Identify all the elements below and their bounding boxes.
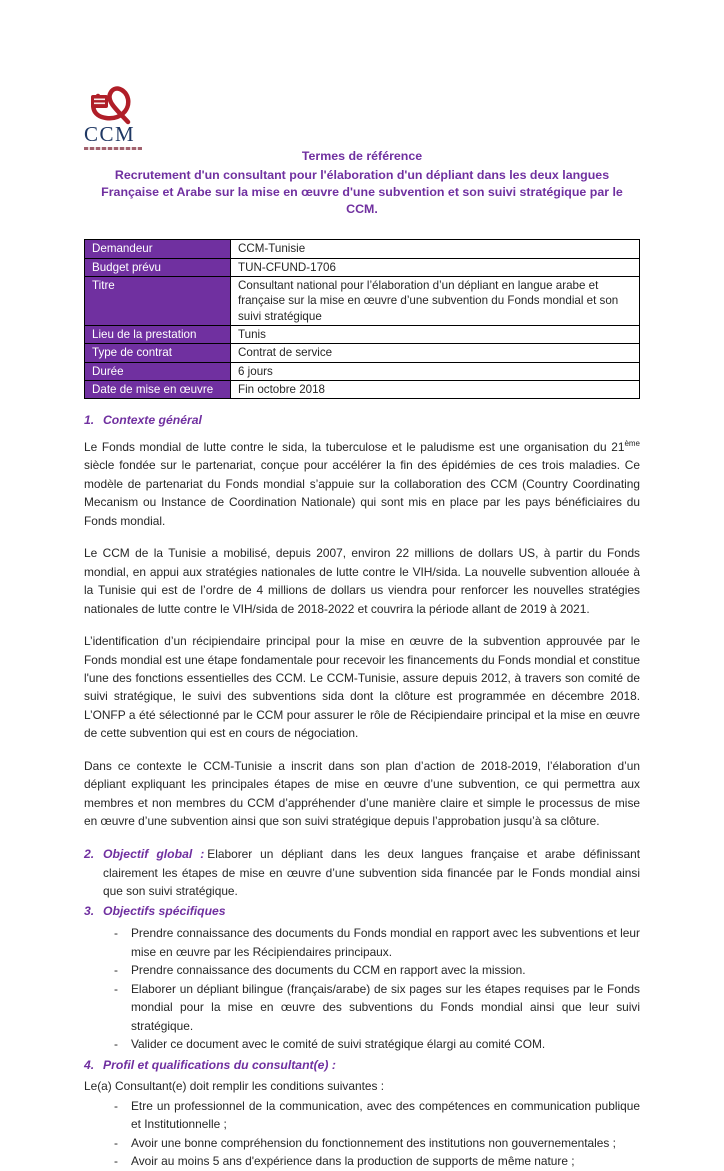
- logo-badge: [91, 95, 108, 108]
- section-heading: [84, 411, 640, 430]
- bullet-item: [84, 924, 640, 961]
- section-number: 2.: [84, 846, 95, 861]
- table-row: [85, 344, 640, 362]
- table-row: [85, 362, 640, 380]
- table-row-value: TUN-CFUND-1706: [231, 258, 640, 276]
- table-row-value: CCM-Tunisie: [231, 240, 640, 258]
- bullet-item: [84, 1035, 640, 1053]
- bullet-dash: -: [114, 1154, 118, 1169]
- table-row-value: Fin octobre 2018: [231, 380, 640, 398]
- bullet-dash: -: [114, 963, 118, 978]
- bullet-item: [84, 961, 640, 979]
- logo-caption: [84, 147, 142, 150]
- table-row: [85, 258, 640, 276]
- bullet-text: Etre un professionnel de la communication, avec des compétences en communication publique et Institutionnelle ;: [131, 1098, 640, 1132]
- table-row-label: Date de mise en œuvre: [85, 380, 231, 398]
- table-row-value: 6 jours: [231, 362, 640, 380]
- section-number: 3.: [84, 904, 95, 919]
- paragraph: L’identification d’un récipiendaire principal pour la mise en œuvre de la subvention approuvée par le Fonds mondial est une étape fondamentale pour recevoir les financements du Fonds mondial et constitue l'une des fonctions essentielles des CCM. Le CCM-Tunisie, assure depuis 2012, à travers son comité de suivi stratégique, le suivi des subventions sida dont la clôture est programmée en décembre 2018. L’ONFP a été sélectionné par le CCM pour assurer le rôle de Récipiendaire principal et la mise en œuvre de cette subvention qui est en cours de négociation.: [84, 634, 640, 741]
- section-heading-label: Profil et qualifications du consultant(e) :: [103, 1057, 336, 1072]
- logo-acronym: CCM: [84, 122, 136, 146]
- section-heading: Objectif global :: [103, 846, 205, 861]
- section-intro: Le(a) Consultant(e) doit remplir les conditions suivantes :: [84, 1079, 385, 1094]
- bullet-text: Valider ce document avec le comité de suivi stratégique élargi au comité COM.: [131, 1037, 546, 1052]
- table-row-value: Tunis: [231, 325, 640, 343]
- table-row-label: Titre: [85, 277, 231, 326]
- logo-block: [0, 0, 724, 146]
- bullet-text: Prendre connaissance des documents du Fonds mondial en rapport avec les subventions et leur mise en œuvre par les Récipiendaires principaux.: [131, 926, 640, 959]
- section-heading: [84, 1056, 640, 1075]
- paragraph: Le Fonds mondial de lutte contre le sida, la tuberculose et le paludisme est une organisation du 21ème siècle fondée sur le partenariat, conçue pour accélérer la fin des épidémies de ces trois maladies. Ce modèle de partenariat du Fonds mondial s’appuie sur la collaboration des CCM (Country Coordinating Mecanism ou Instance de Coordination Nationale) qui sont mis en place par les pays bénéficiaires du Fonds mondial.: [84, 439, 640, 528]
- table-row-value: Contrat de service: [231, 344, 640, 362]
- title-block: [84, 148, 640, 218]
- bullet-dash: -: [114, 1037, 118, 1052]
- bullet-text: Prendre connaissance des documents du CCM en rapport avec la mission.: [131, 963, 526, 978]
- document-content: [0, 148, 724, 1171]
- section-number: 1.: [84, 413, 95, 428]
- bullet-dash: -: [114, 981, 118, 996]
- bullet-text: Elaborer un dépliant bilingue (français/arabe) de six pages sur les étapes requises par le Fonds mondial pour la mise en œuvre des subventions du Fonds mondial ainsi que leur suivi stratégique.: [131, 981, 640, 1033]
- bullet-dash: -: [114, 1135, 118, 1150]
- section-heading-label: Contexte général: [103, 413, 202, 428]
- bullet-dash: -: [114, 1098, 118, 1113]
- table-row: [85, 325, 640, 343]
- table-row-label: Type de contrat: [85, 344, 231, 362]
- table-row-label: Budget prévu: [85, 258, 231, 276]
- bullet-dash: -: [114, 926, 118, 941]
- table-row: [85, 240, 640, 258]
- table-row-label: Demandeur: [85, 240, 231, 258]
- section-2-block: [84, 845, 640, 901]
- section-text: Elaborer un dépliant dans les deux langues française et arabe définissant clairement les étapes de mise en œuvre d’une subvention sida financée par le Fonds mondial ainsi que son suivi stratégique.: [103, 846, 641, 898]
- table-row-value: Consultant national pour l’élaboration d’un dépliant en langue arabe et française sur la mise en œuvre d’une subvention du Fonds mondial et son suivi stratégique: [231, 277, 640, 326]
- section-number: 4.: [84, 1057, 95, 1072]
- table-row: [85, 277, 640, 326]
- sections-container: [84, 411, 640, 1171]
- table-row: [85, 380, 640, 398]
- section-heading-label: Objectifs spécifiques: [103, 904, 226, 919]
- document-title: Termes de référence: [301, 149, 423, 163]
- table-row-label: Lieu de la prestation: [85, 325, 231, 343]
- bullet-item: [84, 1152, 640, 1170]
- table-row-label: Durée: [85, 362, 231, 380]
- bullet-item: [84, 980, 640, 1035]
- info-table: [84, 239, 640, 399]
- bullet-item: [84, 1134, 640, 1152]
- section-heading: [84, 902, 640, 921]
- paragraph: Dans ce contexte le CCM-Tunisie a inscrit dans son plan d’action de 2018-2019, l’élaboration d’un dépliant expliquant les principales étapes de mise en œuvre d’une subvention, ce qui permettra aux membres et non membres du CCM d’appréhender d’une manière claire et simple le processus de mise en œuvre d’une subvention ainsi que son suivi stratégique depuis l’approbation jusqu’à sa clôture.: [84, 758, 640, 829]
- bullet-text: Avoir une bonne compréhension du fonctionnement des institutions non gouvernementales ;: [131, 1135, 616, 1150]
- ccm-logo: [84, 82, 148, 150]
- document-subtitle: Recrutement d'un consultant pour l'élaboration d'un dépliant dans les deux langues Française et Arabe sur la mise en œuvre d'une subvention et son suivi stratégique par le CCM.: [101, 168, 623, 217]
- paragraph: Le CCM de la Tunisie a mobilisé, depuis 2007, environ 22 millions de dollars US, à partir du Fonds mondial, en appui aux stratégies nationales de lutte contre le VIH/sida. La nouvelle subvention allouée à la Tunisie qui est de l’ordre de 4 millions de dollars us viendra pour renforcer les nouvelles stratégies nationales de lutte contre le VIH/sida de 2018-2022 et couvrira la période allant de 2019 à 2021.: [84, 546, 640, 616]
- bullet-text: Avoir au moins 5 ans d'expérience dans la production de supports de même nature ;: [131, 1154, 575, 1169]
- bullet-item: [84, 1097, 640, 1134]
